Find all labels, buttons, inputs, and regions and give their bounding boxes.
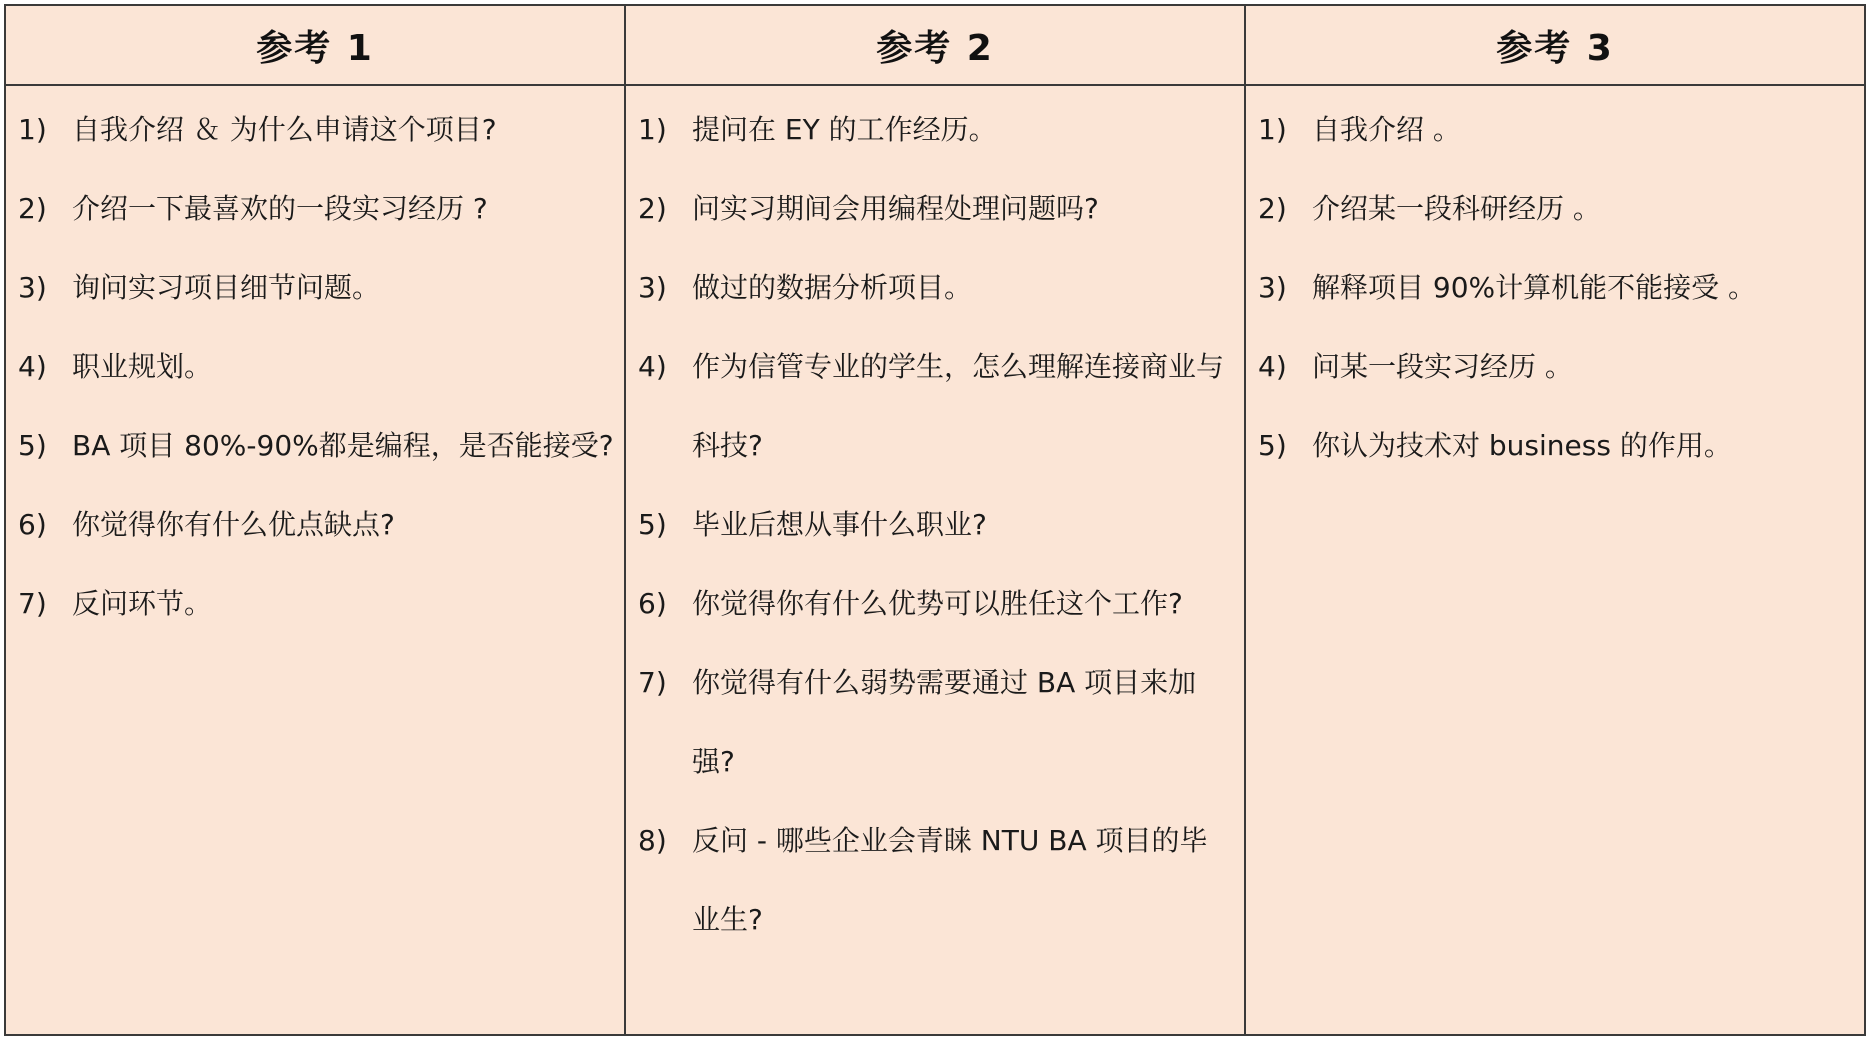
item-text: 职业规划。 bbox=[72, 350, 213, 383]
column-ref-2 bbox=[624, 86, 1244, 1034]
question-list-ref-2 bbox=[638, 90, 1234, 959]
list-item bbox=[18, 90, 614, 169]
list-item bbox=[1258, 169, 1854, 248]
item-text: 你觉得有什么弱势需要通过 BA 项目来加强? bbox=[692, 666, 1197, 778]
item-text: 反问 - 哪些企业会青睐 NTU BA 项目的毕业生? bbox=[692, 824, 1208, 936]
item-text: 介绍某一段科研经历 。 bbox=[1312, 192, 1601, 225]
list-item bbox=[18, 406, 614, 485]
list-item bbox=[18, 564, 614, 643]
item-number: 2) bbox=[1258, 192, 1287, 225]
item-number: 5) bbox=[18, 429, 47, 462]
list-item bbox=[1258, 90, 1854, 169]
column-header-ref-1: 参考 1 bbox=[256, 27, 374, 69]
table-header-row bbox=[6, 6, 1864, 86]
item-number: 2) bbox=[18, 192, 47, 225]
item-text: 问某一段实习经历 。 bbox=[1312, 350, 1573, 383]
list-item bbox=[638, 485, 1234, 564]
list-item bbox=[1258, 327, 1854, 406]
list-item bbox=[638, 643, 1234, 801]
table-body-row bbox=[6, 86, 1864, 1034]
column-ref-3 bbox=[1244, 86, 1864, 1034]
list-item bbox=[1258, 248, 1854, 327]
item-text: 你觉得你有什么优势可以胜任这个工作? bbox=[692, 587, 1183, 620]
list-item bbox=[18, 327, 614, 406]
item-text: 作为信管专业的学生，怎么理解连接商业与科技? bbox=[692, 350, 1225, 462]
item-text: 问实习期间会用编程处理问题吗? bbox=[692, 192, 1099, 225]
item-number: 8) bbox=[638, 824, 667, 857]
item-number: 6) bbox=[18, 508, 47, 541]
item-number: 6) bbox=[638, 587, 667, 620]
item-number: 3) bbox=[18, 271, 47, 304]
item-number: 3) bbox=[1258, 271, 1287, 304]
item-text: 做过的数据分析项目。 bbox=[692, 271, 973, 304]
item-number: 5) bbox=[638, 508, 667, 541]
list-item bbox=[638, 90, 1234, 169]
list-item bbox=[638, 169, 1234, 248]
item-text: 解释项目 90%计算机能不能接受 。 bbox=[1312, 271, 1757, 304]
item-text: 询问实习项目细节问题。 bbox=[72, 271, 381, 304]
column-header-ref-3: 参考 3 bbox=[1244, 6, 1864, 84]
list-item bbox=[638, 248, 1234, 327]
item-number: 4) bbox=[1258, 350, 1287, 383]
list-item bbox=[638, 801, 1234, 959]
column-header-ref-2: 参考 2 bbox=[624, 6, 1244, 84]
list-item bbox=[638, 327, 1234, 485]
item-text: 自我介绍 ＆ 为什么申请这个项目? bbox=[72, 113, 497, 146]
item-number: 5) bbox=[1258, 429, 1287, 462]
item-number: 1) bbox=[1258, 113, 1287, 146]
list-item bbox=[18, 485, 614, 564]
item-text: 你觉得你有什么优点缺点? bbox=[72, 508, 395, 541]
item-number: 2) bbox=[638, 192, 667, 225]
item-number: 1) bbox=[18, 113, 47, 146]
item-number: 7) bbox=[638, 666, 667, 699]
list-item bbox=[18, 169, 614, 248]
question-list-ref-3 bbox=[1258, 90, 1854, 485]
item-number: 4) bbox=[18, 350, 47, 383]
item-text: 你认为技术对 business 的作用。 bbox=[1312, 429, 1732, 462]
item-number: 3) bbox=[638, 271, 667, 304]
item-number: 7) bbox=[18, 587, 47, 620]
question-list-ref-1 bbox=[18, 90, 614, 643]
column-ref-1 bbox=[6, 86, 624, 1034]
reference-questions-table bbox=[4, 4, 1866, 1036]
item-text: 毕业后想从事什么职业? bbox=[692, 508, 987, 541]
item-text: 介绍一下最喜欢的一段实习经历 ? bbox=[72, 192, 488, 225]
list-item bbox=[18, 248, 614, 327]
list-item bbox=[638, 564, 1234, 643]
item-text: 反问环节。 bbox=[72, 587, 213, 620]
item-text: BA 项目 80%-90%都是编程，是否能接受? bbox=[72, 429, 614, 462]
item-text: 提问在 EY 的工作经历。 bbox=[692, 113, 997, 146]
item-number: 1) bbox=[638, 113, 667, 146]
list-item bbox=[1258, 406, 1854, 485]
item-number: 4) bbox=[638, 350, 667, 383]
item-text: 自我介绍 。 bbox=[1312, 113, 1461, 146]
